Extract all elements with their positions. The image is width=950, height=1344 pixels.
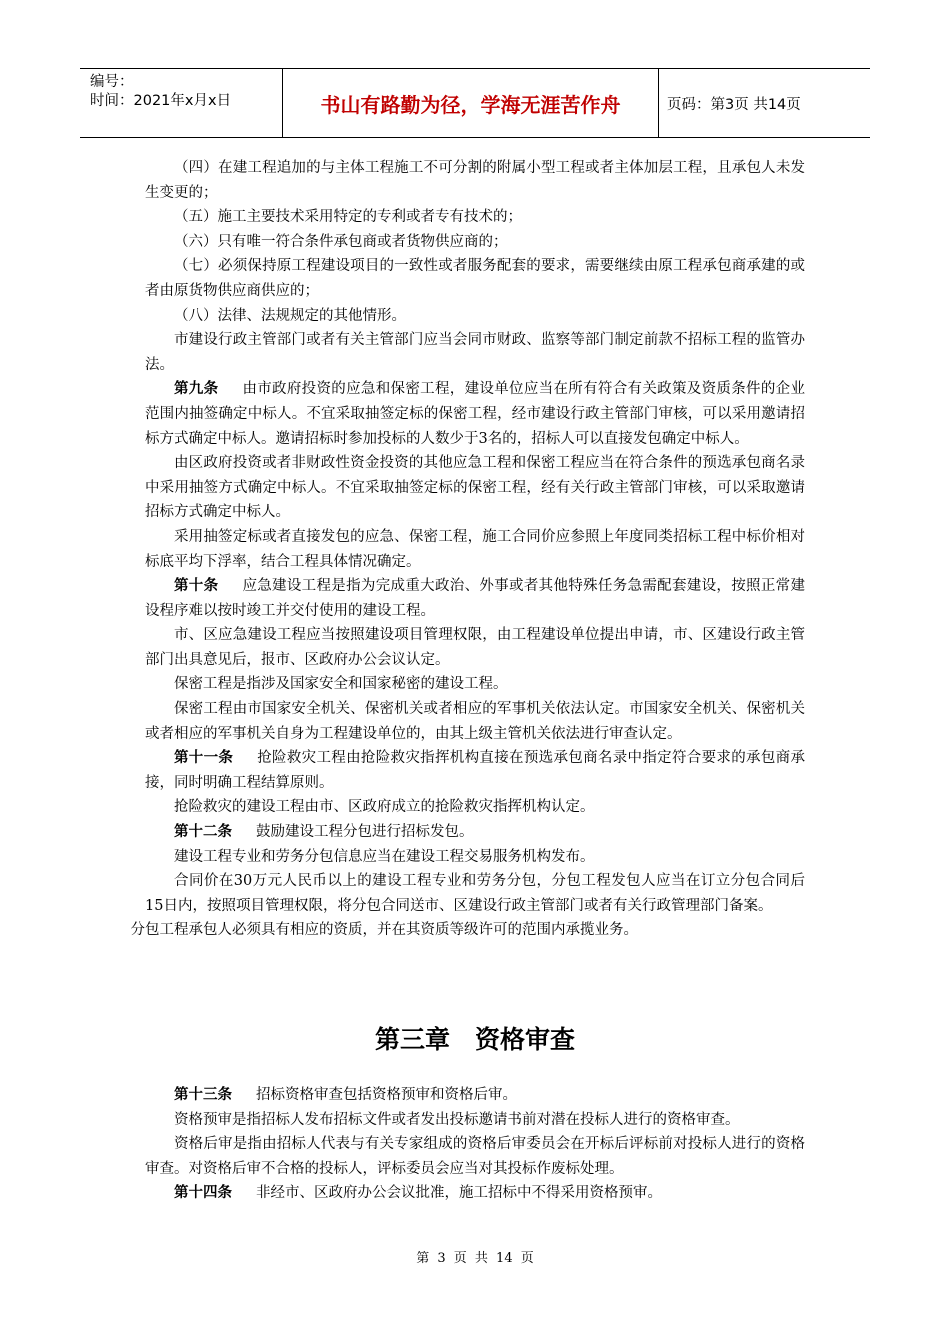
paragraph (145, 451, 805, 525)
paragraph-text: 非经市、区政府办公会议批准，施工招标中不得采用资格预审。 (256, 1185, 662, 1202)
page-header (80, 68, 870, 138)
paragraph-text: 分包工程承包人必须具有相应的资质，并在其资质等级许可的范围内承揽业务。 (130, 922, 638, 939)
paragraph-text: （七）必须保持原工程建设项目的一致性或者服务配套的要求，需要继续由原工程承包商承建的或者由原货物供应商供应的； (145, 258, 805, 299)
paragraph (145, 746, 805, 795)
chapter-title: 第三章 资格审查 (374, 1025, 575, 1054)
header-page-info: 页码：第3页 共14页 (667, 96, 801, 113)
page-footer: 第 3 页 共 14 页 (416, 1251, 534, 1266)
article-number: 第十一条 (174, 750, 234, 767)
paragraph (145, 623, 805, 672)
paragraph (145, 230, 805, 255)
paragraph-text: 保密工程是指涉及国家安全和国家秘密的建设工程。 (174, 676, 508, 693)
paragraph-text: 抢险救灾的建设工程由市、区政府成立的抢险救灾指挥机构认定。 (174, 799, 595, 816)
paragraph (145, 672, 805, 697)
paragraph (131, 918, 806, 943)
paragraph (145, 254, 805, 303)
article-number: 第十四条 (174, 1185, 232, 1202)
paragraph-text: 保密工程由市国家安全机关、保密机关或者相应的军事机关依法认定。市国家安全机关、保密机关或者相应的军事机关自身为工程建设单位的，由其上级主管机关依法进行审查认定。 (145, 701, 805, 742)
article-number: 第十二条 (174, 824, 232, 841)
paragraph-text: 市建设行政主管部门或者有关主管部门应当会同市财政、监察等部门制定前款不招标工程的监管办法。 (145, 332, 805, 373)
paragraph-text: 抢险救灾工程由抢险救灾指挥机构直接在预选承包商名录中指定符合要求的承包商承接，同时明确工程结算原则。 (145, 750, 805, 791)
paragraph-text: 由市政府投资的应急和保密工程，建设单位应当在所有符合有关政策及资质条件的企业范围内抽签确定中标人。不宜采取抽签定标的保密工程，经市建设行政主管部门审核，可以采用邀请招标方式确定中标人。邀请招标时参加投标的人数少于3名的，招标人可以直接发包确定中标人。 (145, 381, 805, 447)
paragraph (145, 574, 805, 623)
document-body-part1 (130, 156, 805, 943)
paragraph (145, 156, 805, 205)
paragraph-text: （五）施工主要技术采用特定的专利或者专有技术的； (174, 209, 522, 226)
paragraph-text: 资格后审是指由招标人代表与有关专家组成的资格后审委员会在开标后评标前对投标人进行的资格审查。对资格后审不合格的投标人，评标委员会应当对其投标作废标处理。 (145, 1136, 805, 1177)
paragraph (145, 845, 805, 870)
document-number-label: 编号： (90, 74, 134, 90)
paragraph (145, 304, 805, 329)
paragraph-text: 采用抽签定标或者直接发包的应急、保密工程，施工合同价应参照上年度同类招标工程中标价相对标底平均下浮率，结合工程具体情况确定。 (145, 528, 805, 570)
paragraph-text: （六）只有唯一符合条件承包商或者货物供应商的； (174, 233, 508, 250)
paragraph-text: 招标资格审查包括资格预审和资格后审。 (256, 1087, 517, 1103)
paragraph (145, 377, 805, 451)
paragraph (145, 1083, 805, 1108)
paragraph (145, 1108, 805, 1133)
article-number: 第十条 (174, 578, 219, 595)
paragraph (145, 1132, 805, 1181)
paragraph-text: 应急建设工程是指为完成重大政治、外事或者其他特殊任务急需配套建设，按照正常建设程序难以按时竣工并交付使用的建设工程。 (145, 578, 805, 619)
paragraph (145, 820, 805, 845)
paragraph (145, 869, 805, 918)
paragraph (145, 697, 805, 746)
header-meta (80, 69, 283, 137)
article-number: 第九条 (174, 381, 219, 398)
paragraph-text: （四）在建工程追加的与主体工程施工不可分割的附属小型工程或者主体加层工程，且承包人未发生变更的； (145, 160, 805, 201)
paragraph-text: 建设工程专业和劳务分包信息应当在建设工程交易服务机构发布。 (174, 848, 595, 865)
paragraph (145, 205, 805, 230)
paragraph (145, 795, 805, 820)
document-date: 时间：2021年x月x日 (90, 93, 232, 109)
paragraph (145, 1181, 805, 1206)
header-motto: 书山有路勤为径，学海无涯苦作舟 (283, 69, 659, 137)
paragraph-text: 资格预审是指招标人发布招标文件或者发出投标邀请书前对潜在投标人进行的资格审查。 (174, 1111, 740, 1128)
paragraph-text: 鼓励建设工程分包进行招标发包。 (256, 824, 474, 841)
paragraph-text: （八）法律、法规规定的其他情形。 (174, 307, 406, 324)
paragraph (145, 328, 805, 377)
paragraph-text: 市、区应急建设工程应当按照建设项目管理权限，由工程建设单位提出申请，市、区建设行政主管部门出具意见后，报市、区政府办公会议认定。 (145, 627, 805, 668)
paragraph-text: 合同价在30万元人民币以上的建设工程专业和劳务分包，分包工程发包人应当在订立分包合同后15日内，按照项目管理权限，将分包合同送市、区建设行政主管部门或者有关行政管理部门备案。 (145, 873, 805, 914)
article-number: 第十三条 (174, 1087, 232, 1103)
document-body-part2 (145, 1083, 805, 1206)
paragraph-text: 由区政府投资或者非财政性资金投资的其他应急工程和保密工程应当在符合条件的预选承包商名录中采用抽签方式确定中标人。不宜采取抽签定标的保密工程，经有关行政主管部门审核，可以采取邀请招标方式确定中标人。 (145, 455, 805, 521)
paragraph (145, 525, 805, 574)
